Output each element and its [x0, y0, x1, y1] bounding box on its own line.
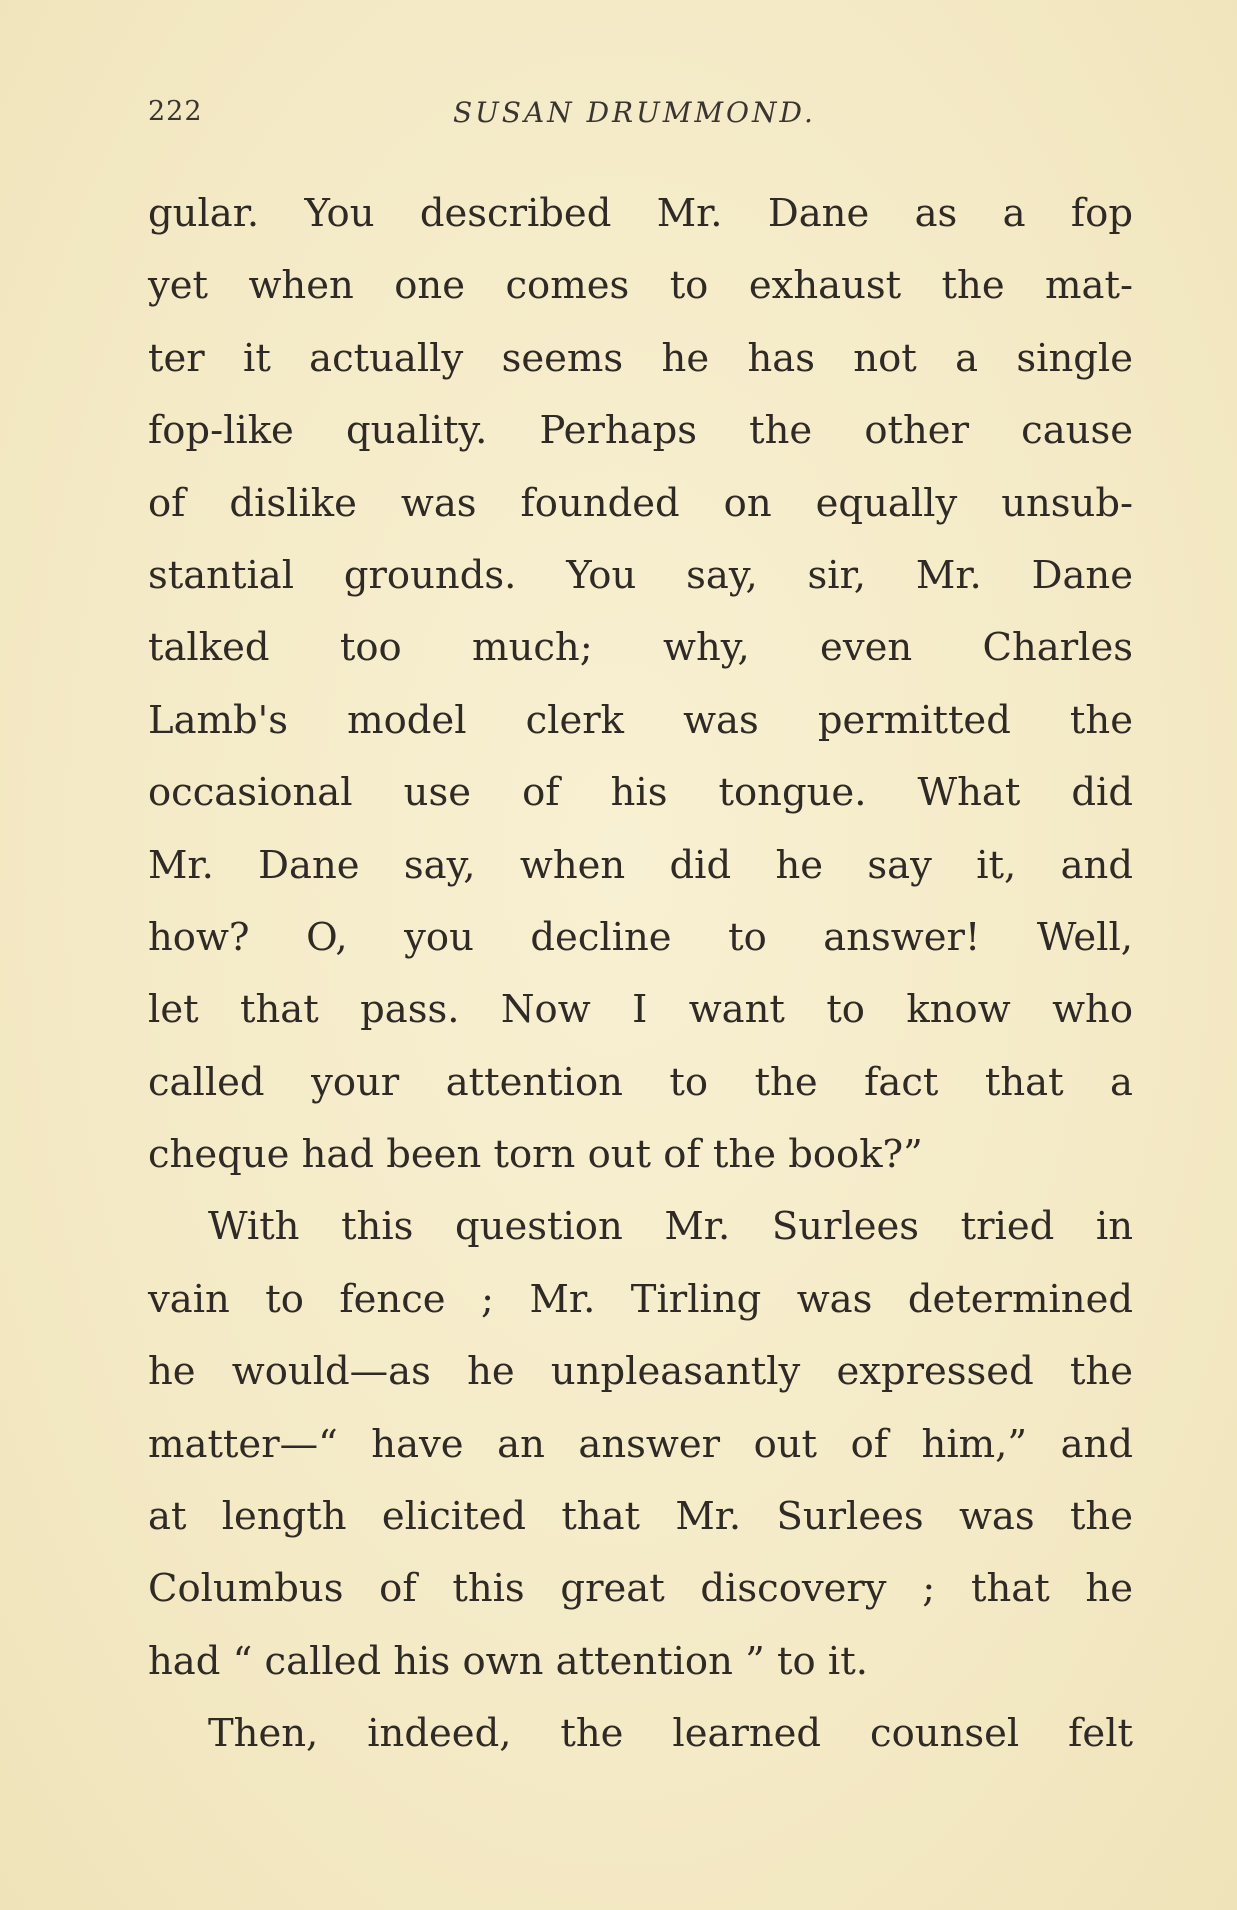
- page-header: [148, 96, 1128, 136]
- text-line: he would—as he unpleasantly expressed the: [148, 1349, 1133, 1395]
- text-line: how? O, you decline to answer! Well,: [148, 914, 1133, 960]
- body-text: [148, 178, 1133, 1771]
- text-line: Columbus of this great discovery ; that he: [148, 1566, 1133, 1612]
- text-line: Lamb's model clerk was permitted the: [148, 697, 1133, 743]
- text-line: matter—“ have an answer out of him,” and: [148, 1421, 1133, 1467]
- text-line: stantial grounds. You say, sir, Mr. Dane: [148, 552, 1133, 598]
- text-line: occasional use of his tongue. What did: [148, 770, 1133, 816]
- text-line: called your attention to the fact that a: [148, 1059, 1133, 1105]
- text-line: had “ called his own attention ” to it.: [148, 1638, 868, 1684]
- text-line: at length elicited that Mr. Surlees was the: [148, 1494, 1133, 1540]
- text-line: of dislike was founded on equally unsub-: [148, 480, 1133, 526]
- text-line: Mr. Dane say, when did he say it, and: [148, 842, 1133, 888]
- page-number: 222: [148, 96, 203, 127]
- text-line: With this question Mr. Surlees tried in: [208, 1204, 1133, 1250]
- text-line: talked too much; why, even Charles: [148, 625, 1133, 671]
- text-line: gular. You described Mr. Dane as a fop: [148, 191, 1133, 236]
- text-line: vain to fence ; Mr. Tirling was determined: [148, 1276, 1133, 1322]
- text-line: let that pass. Now I want to know who: [148, 987, 1133, 1033]
- text-line: yet when one comes to exhaust the mat-: [148, 263, 1133, 309]
- text-line: ter it actually seems he has not a single: [148, 335, 1133, 381]
- text-line: cheque had been torn out of the book?”: [148, 1132, 923, 1178]
- text-line: Then, indeed, the learned counsel felt: [208, 1711, 1133, 1757]
- running-title: SUSAN DRUMMOND.: [453, 96, 816, 129]
- text-line: fop-like quality. Perhaps the other cause: [148, 408, 1133, 454]
